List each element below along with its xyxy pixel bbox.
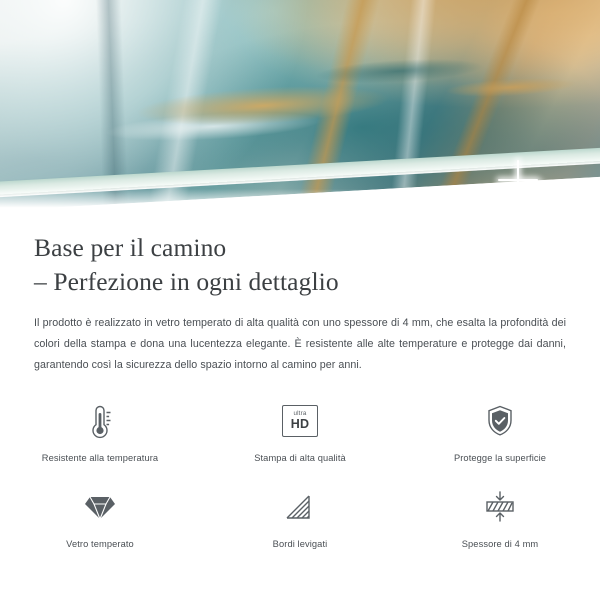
feature-item-temperature [0, 398, 200, 484]
feature-label: Spessore di 4 mm [461, 539, 539, 549]
headline-line-1: Base per il camino [34, 233, 227, 262]
ultra-hd-bottom-label: HD [290, 417, 310, 432]
feature-label: Vetro temperato [66, 539, 134, 549]
feature-item-surface-protection [400, 398, 600, 484]
hero-fade [0, 189, 600, 215]
thickness-icon [479, 484, 521, 530]
feature-item-tempered-glass [0, 484, 200, 570]
ultra-hd-icon [282, 398, 318, 444]
hero-image [0, 0, 600, 215]
page-title [0, 215, 600, 299]
feature-label: Protegge la superficie [453, 453, 547, 463]
shield-check-icon [480, 398, 520, 444]
feature-grid [0, 398, 600, 570]
feature-label: Stampa di alta qualità [254, 453, 346, 463]
ultra-hd-top-label: ultra [293, 410, 307, 418]
polished-edges-icon [279, 484, 321, 530]
feature-label: Resistente alla temperatura [41, 453, 159, 463]
feature-item-print-quality [200, 398, 400, 484]
feature-item-polished-edges [200, 484, 400, 570]
headline-line-2: – Perfezione in ogni dettaglio [34, 267, 339, 297]
thermometer-icon [80, 398, 120, 444]
diamond-icon [79, 484, 121, 530]
description-paragraph: Il prodotto è realizzato in vetro temperato di alta qualità con uno spessore di 4 mm, che esalta la profondità dei colori della stampa e dona una lucentezza elegante. È resistente alle alte temperature e protegge dai danni, garantendo così la sicurezza dello spazio intorno al camino per anni. [34, 317, 566, 372]
feature-label: Bordi levigati [272, 539, 328, 549]
text-block [0, 215, 600, 376]
feature-item-thickness [400, 484, 600, 570]
